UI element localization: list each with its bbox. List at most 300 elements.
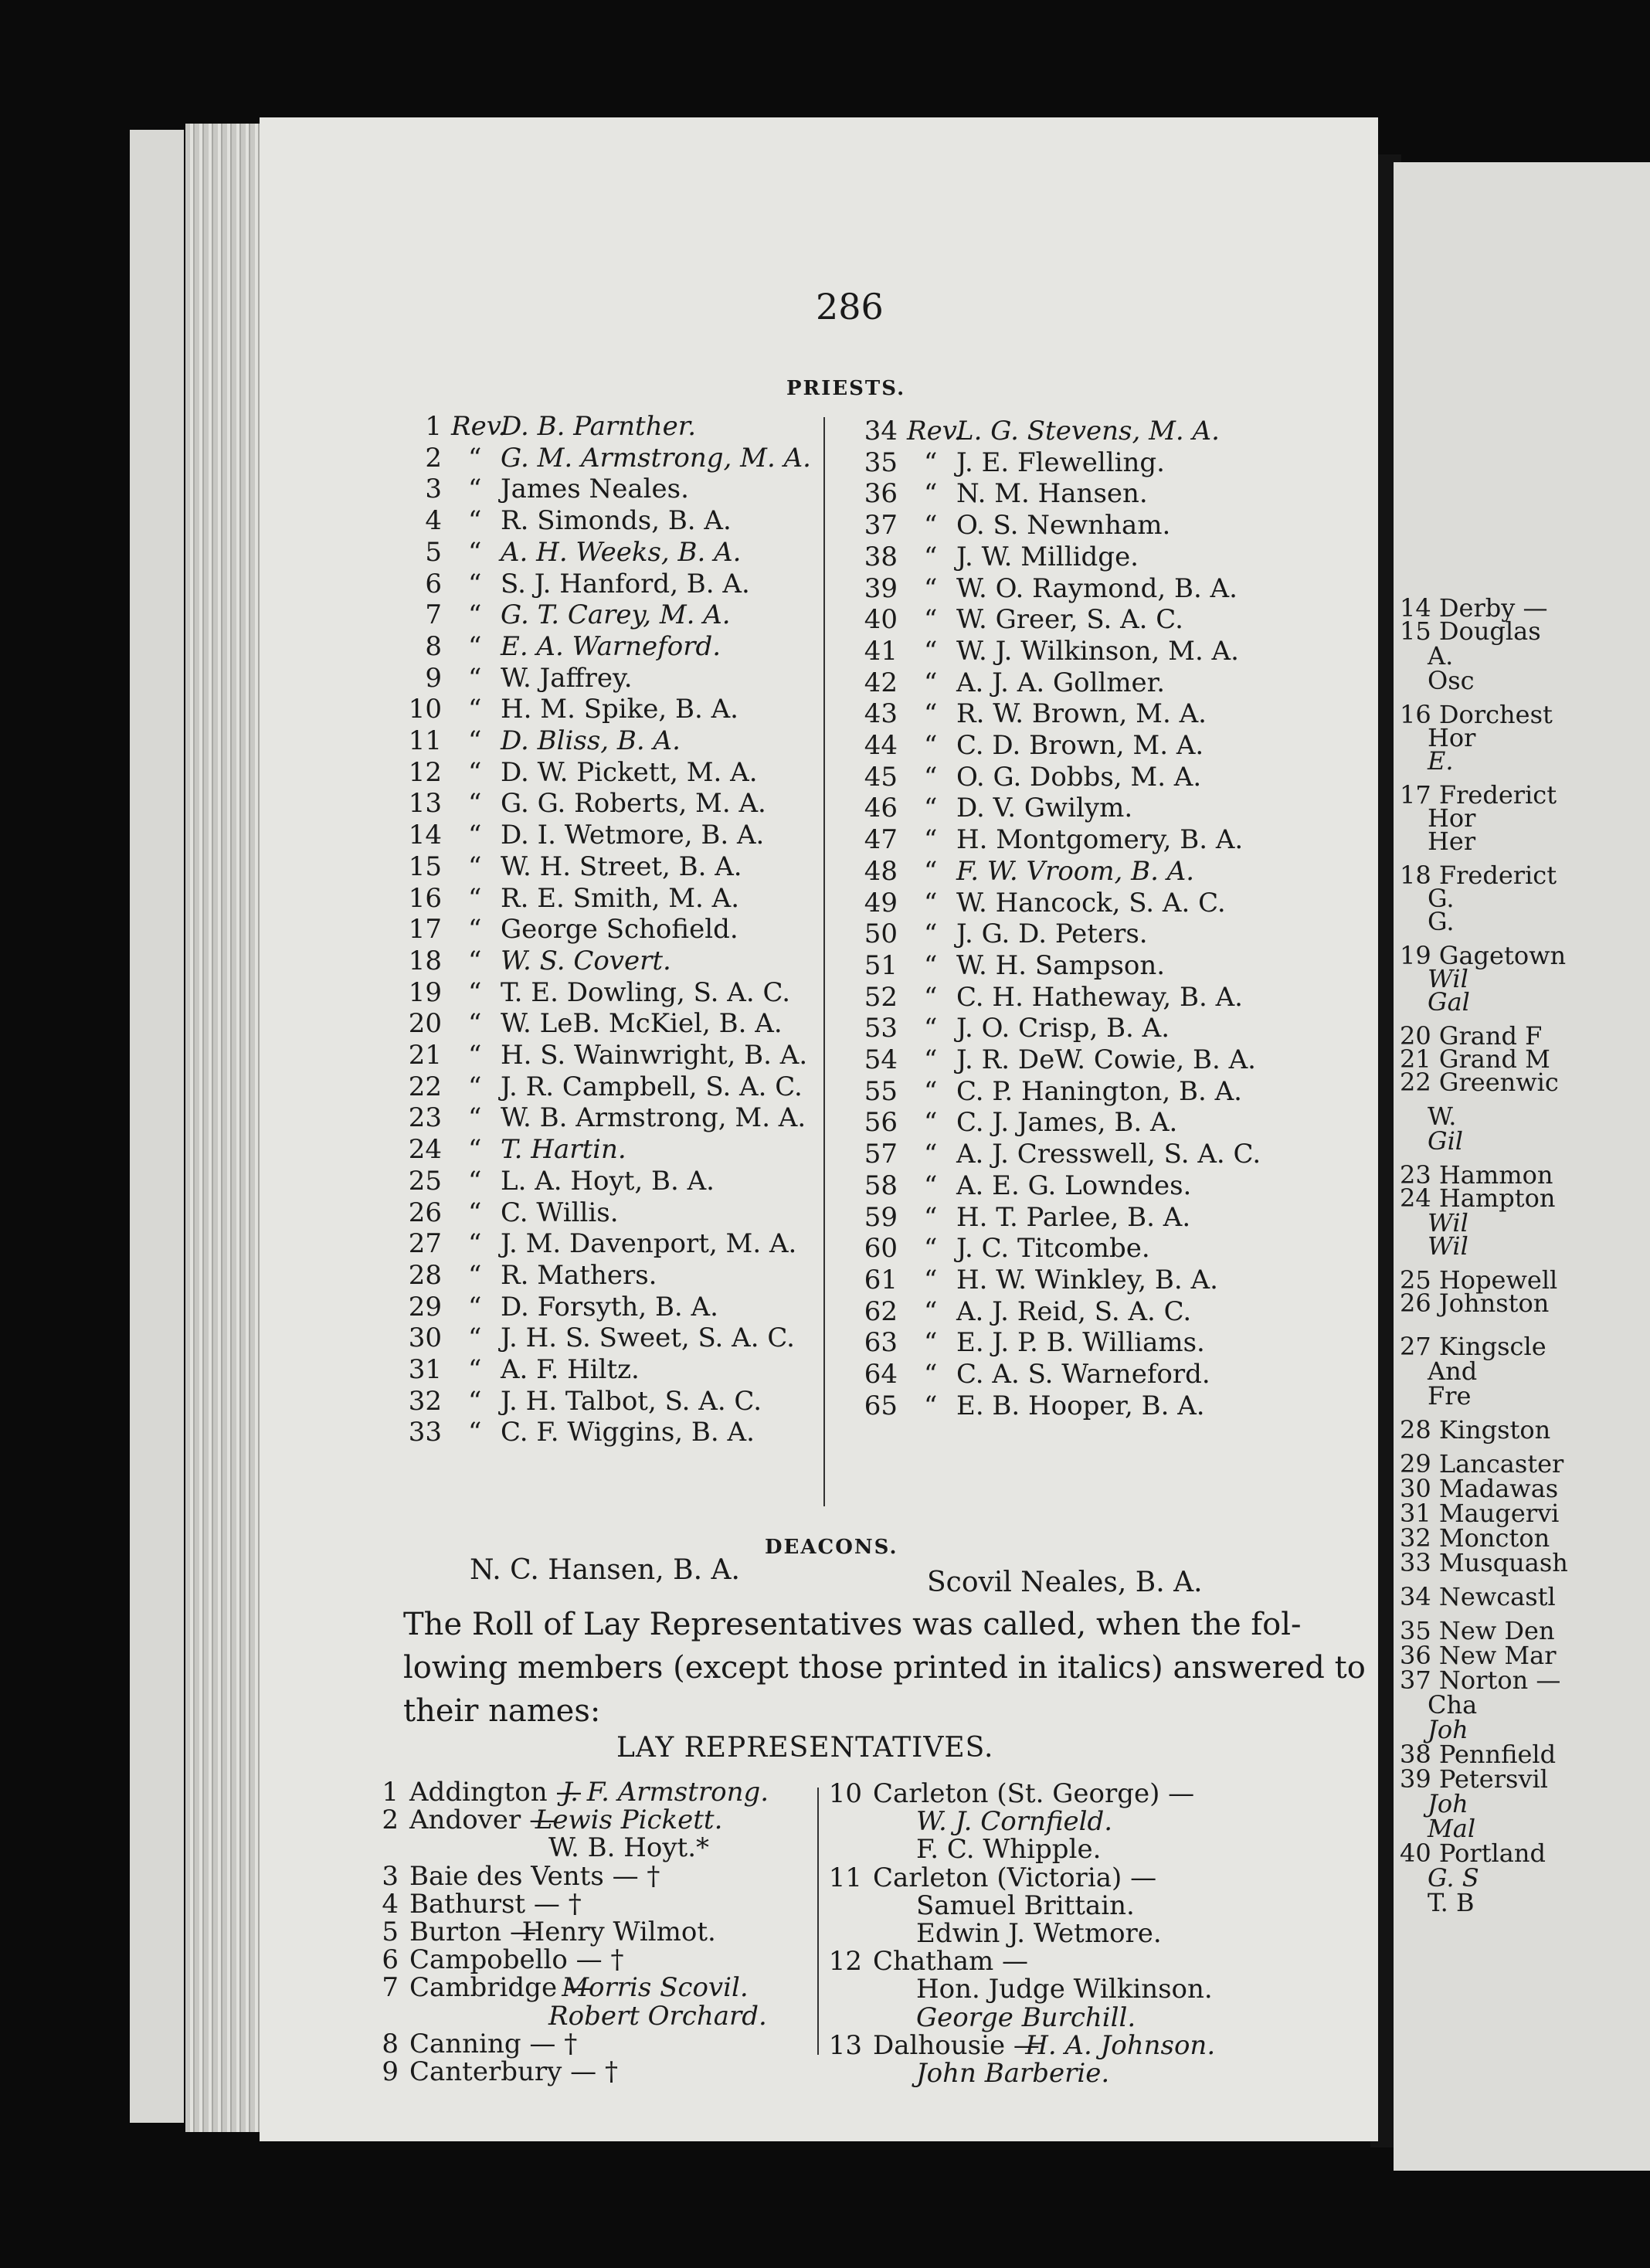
priest-entry — [403, 537, 851, 566]
priest-ditto: “ — [924, 1359, 938, 1390]
priest-name: J. R. Campbell, S. A. C. — [501, 1071, 803, 1102]
priest-name: G. T. Carey, M. A. — [501, 599, 731, 631]
priest-number: 40 — [864, 604, 898, 636]
priest-entry — [859, 888, 1338, 917]
lay-right-column — [827, 1778, 1321, 2087]
priests-right-column — [859, 416, 1338, 1420]
priest-number: 15 — [408, 850, 442, 882]
facing-page-text: Wil — [1428, 1208, 1468, 1238]
deacon-1: N. C. Hansen, B. A. — [470, 1554, 740, 1586]
lay-left-column — [363, 1777, 796, 2086]
priest-name: J. C. Titcombe. — [956, 1233, 1150, 1265]
facing-page-text: Joh — [1428, 1715, 1468, 1744]
priest-ditto: “ — [468, 1008, 482, 1040]
book-edge-stack — [185, 124, 260, 2132]
priest-number: 11 — [408, 725, 442, 756]
roll-line-3: their names: — [403, 1693, 601, 1729]
priest-ditto: “ — [468, 474, 482, 505]
priest-entry — [403, 883, 851, 912]
priest-entry — [859, 1044, 1338, 1074]
priest-name: W. B. Armstrong, M. A. — [501, 1102, 806, 1134]
representative-name: W. B. Hoyt.* — [548, 1832, 710, 1864]
parish-number: 9 — [382, 2056, 399, 2087]
priest-name: C. P. Hanington, B. A. — [956, 1075, 1242, 1107]
priest-entry — [403, 1260, 851, 1289]
priest-ditto: “ — [924, 1044, 938, 1075]
priest-ditto: “ — [924, 981, 938, 1013]
priest-entry — [403, 946, 851, 975]
priest-entry — [403, 569, 851, 598]
priest-entry — [403, 631, 851, 660]
priest-name: D. Bliss, B. A. — [501, 725, 681, 756]
priest-entry — [859, 1076, 1338, 1105]
facing-page-text: Wil — [1428, 964, 1468, 993]
facing-page-text: 24 Hampton — [1400, 1183, 1556, 1213]
priest-name: D. I. Wetmore, B. A. — [501, 820, 765, 851]
priest-number: 6 — [425, 568, 442, 599]
priest-ditto: “ — [468, 1385, 482, 1417]
priest-ditto: “ — [924, 478, 938, 510]
priest-ditto: “ — [924, 855, 938, 887]
priest-entry — [859, 730, 1338, 759]
priest-entry — [859, 698, 1338, 728]
priest-number: 39 — [864, 572, 898, 604]
priest-number: 34 — [864, 416, 898, 446]
priest-number: 38 — [864, 541, 898, 572]
priest-entry — [403, 977, 851, 1007]
priest-entry — [403, 599, 851, 629]
roll-line-1: The Roll of Lay Representatives was called, when the fol- — [403, 1607, 1302, 1642]
page-number: 286 — [816, 286, 884, 328]
facing-page-text: 15 Douglas — [1400, 616, 1541, 646]
priest-number: 62 — [864, 1295, 898, 1327]
priests-column-divider — [823, 417, 825, 1506]
priest-number: 35 — [864, 446, 898, 478]
facing-page-text: 17 Frederict — [1400, 780, 1557, 810]
facing-page-text: Wil — [1428, 1231, 1468, 1261]
priest-number: 30 — [408, 1322, 442, 1354]
priest-entry — [859, 416, 1338, 445]
priest-name: O. S. Newnham. — [956, 510, 1171, 542]
priest-ditto: “ — [924, 730, 938, 761]
priest-name: J. G. D. Peters. — [956, 918, 1148, 950]
priest-ditto: “ — [924, 1390, 938, 1421]
parish-number: 11 — [828, 1862, 862, 1893]
priest-number: 3 — [425, 474, 442, 505]
parish-name: Canterbury — † — [409, 2056, 618, 2087]
priest-name: W. Hancock, S. A. C. — [956, 887, 1226, 918]
priest-name: H. M. Spike, B. A. — [501, 694, 738, 725]
priest-entry — [859, 1139, 1338, 1168]
priest-name: R. W. Brown, M. A. — [956, 698, 1207, 730]
priest-name: H. Montgomery, B. A. — [956, 824, 1244, 856]
priest-name: A. H. Weeks, B. A. — [501, 536, 742, 568]
priest-ditto: “ — [924, 949, 938, 981]
priest-name: J. H. S. Sweet, S. A. C. — [501, 1322, 795, 1354]
priest-ditto: “ — [468, 662, 482, 694]
priest-entry — [859, 1233, 1338, 1265]
priest-number: 65 — [864, 1390, 898, 1421]
facing-page-text: Her — [1428, 827, 1476, 856]
priest-entry — [403, 1354, 851, 1384]
priest-ditto: “ — [924, 510, 938, 542]
priest-number: 36 — [864, 478, 898, 510]
priest-name: J. R. DeW. Cowie, B. A. — [956, 1044, 1256, 1075]
priest-name: A. J. Reid, S. A. C. — [956, 1295, 1192, 1327]
priest-number: 33 — [408, 1417, 442, 1448]
representative-name: Morris Scovil. — [562, 1972, 749, 2004]
priest-ditto: “ — [468, 630, 482, 662]
facing-page-text: Gal — [1428, 987, 1470, 1017]
priest-number: 14 — [408, 820, 442, 851]
priest-number: 56 — [864, 1107, 898, 1139]
priest-number: 19 — [408, 976, 442, 1008]
representative-name: Henry Wilmot. — [521, 1917, 716, 1947]
priest-entry — [859, 542, 1338, 571]
priest-entry — [403, 1040, 851, 1069]
priest-ditto: “ — [468, 1417, 482, 1448]
priest-entry — [403, 1292, 851, 1321]
facing-page-text: 26 Johnston — [1400, 1288, 1550, 1318]
priest-name: W. LeB. McKiel, B. A. — [501, 1008, 783, 1040]
priest-name: O. G. Dobbs, M. A. — [956, 761, 1202, 793]
priest-entry — [403, 443, 851, 472]
priest-ditto: “ — [468, 756, 482, 788]
parish-name: Cambridge — — [409, 1972, 592, 2004]
priest-ditto: “ — [468, 820, 482, 851]
priest-number: 49 — [864, 887, 898, 918]
facing-page-text: 22 Greenwic — [1400, 1068, 1559, 1097]
priest-number: 20 — [408, 1008, 442, 1040]
parish-number: 8 — [382, 2028, 399, 2059]
priest-ditto: “ — [924, 1139, 938, 1170]
priest-ditto: “ — [924, 1170, 938, 1201]
roll-line-2: lowing members (except those printed in italics) answered to — [403, 1650, 1366, 1686]
priest-ditto: “ — [468, 1197, 482, 1228]
lay-representatives-heading: LAY REPRESENTATIVES. — [616, 1732, 994, 1764]
priests-left-column — [403, 411, 851, 1448]
priest-number: 29 — [408, 1291, 442, 1322]
priest-number: 57 — [864, 1139, 898, 1170]
priest-ditto: “ — [468, 788, 482, 820]
priest-entry — [403, 474, 851, 503]
priest-ditto: “ — [924, 604, 938, 636]
priest-entry — [859, 1296, 1338, 1326]
priest-ditto: “ — [924, 824, 938, 856]
facing-page-text: T. B — [1428, 1888, 1475, 1917]
priest-entry — [403, 1197, 851, 1227]
representative-name: Hon. Judge Wilkinson. — [916, 1974, 1213, 2005]
priest-number: 24 — [408, 1134, 442, 1166]
facing-page-text: W. — [1428, 1102, 1457, 1131]
priest-ditto: “ — [468, 442, 482, 474]
priest-name: S. J. Hanford, B. A. — [501, 568, 750, 599]
priest-entry — [403, 757, 851, 786]
facing-page-text: G. — [1428, 884, 1455, 913]
priest-name: A. E. G. Lowndes. — [956, 1170, 1192, 1201]
facing-page-text: Joh — [1428, 1789, 1468, 1818]
priest-name: H. T. Parlee, B. A. — [956, 1201, 1191, 1233]
priest-number: 63 — [864, 1327, 898, 1359]
representative-name: F. C. Whipple. — [916, 1834, 1102, 1866]
priest-number: 41 — [864, 635, 898, 667]
parish-name: Carleton (St. George) — — [873, 1778, 1195, 1809]
priest-ditto: “ — [924, 918, 938, 950]
parish-number: 6 — [382, 1944, 399, 1976]
priest-number: 9 — [425, 662, 442, 694]
priest-number: 64 — [864, 1359, 898, 1390]
priest-number: 54 — [864, 1044, 898, 1075]
priest-name: R. Mathers. — [501, 1259, 657, 1291]
priest-number: 16 — [408, 882, 442, 914]
priest-name: D. Forsyth, B. A. — [501, 1291, 718, 1322]
priest-number: 43 — [864, 698, 898, 730]
facing-page-text: 37 Norton — — [1400, 1665, 1561, 1695]
priest-ditto: “ — [468, 1259, 482, 1291]
priest-number: 32 — [408, 1385, 442, 1417]
priest-name: C. H. Hatheway, B. A. — [956, 981, 1243, 1013]
priest-entry — [859, 1170, 1338, 1200]
priest-number: 12 — [408, 756, 442, 788]
priest-number: 4 — [425, 505, 442, 537]
priest-number: 21 — [408, 1040, 442, 1071]
priest-name: C. D. Brown, M. A. — [956, 730, 1204, 761]
priest-number: 47 — [864, 824, 898, 856]
priest-entry — [403, 505, 851, 535]
facing-page-text: 34 Newcastl — [1400, 1582, 1556, 1611]
priest-ditto: “ — [468, 1291, 482, 1322]
priest-name: James Neales. — [501, 474, 689, 505]
priest-ditto: “ — [468, 694, 482, 725]
priest-entry — [859, 950, 1338, 980]
priest-entry — [859, 1107, 1338, 1139]
priest-ditto: Rev. — [451, 411, 507, 442]
facing-page-text: 29 Lancaster — [1400, 1449, 1564, 1479]
priest-entry — [859, 604, 1338, 636]
priest-name: R. E. Smith, M. A. — [501, 882, 740, 914]
priest-ditto: “ — [468, 1071, 482, 1102]
priest-name: C. A. S. Warneford. — [956, 1359, 1210, 1390]
facing-page-text: Osc — [1428, 666, 1475, 695]
priest-ditto: “ — [924, 667, 938, 698]
priest-number: 27 — [408, 1228, 442, 1260]
priest-entry — [403, 1417, 851, 1446]
facing-page-text: Hor — [1428, 803, 1476, 833]
parish-name: Andover — — [409, 1805, 556, 1836]
priest-entry — [859, 762, 1338, 791]
priest-entry — [403, 1008, 851, 1040]
priest-name: W. S. Covert. — [501, 945, 671, 976]
priest-name: T. Hartin. — [501, 1134, 626, 1166]
facing-page-text: 20 Grand F — [1400, 1021, 1543, 1051]
priest-ditto: “ — [468, 1165, 482, 1197]
priest-ditto: “ — [924, 1295, 938, 1327]
priest-ditto: “ — [468, 914, 482, 946]
priest-name: C. F. Wiggins, B. A. — [501, 1417, 755, 1448]
priest-entry — [403, 1102, 851, 1132]
facing-page-text: 38 Pennfield — [1400, 1740, 1557, 1769]
priest-ditto: “ — [468, 1102, 482, 1134]
priest-entry — [859, 510, 1338, 542]
priest-ditto: “ — [924, 761, 938, 793]
representative-name: H. A. Johnson. — [1025, 2029, 1216, 2061]
facing-page-text: 16 Dorchest — [1400, 700, 1553, 729]
priest-number: 51 — [864, 949, 898, 981]
facing-page-text: 25 Hopewell — [1400, 1265, 1558, 1295]
priest-name: W. H. Street, B. A. — [501, 850, 742, 882]
priest-entry — [859, 824, 1338, 854]
priest-name: D. W. Pickett, M. A. — [501, 756, 758, 788]
priest-entry — [403, 1228, 851, 1258]
priest-number: 18 — [408, 945, 442, 976]
priest-number: 7 — [425, 599, 442, 631]
priest-entry — [859, 573, 1338, 603]
facing-page-text: Gil — [1428, 1126, 1464, 1156]
priest-ditto: “ — [468, 536, 482, 568]
priest-number: 28 — [408, 1259, 442, 1291]
priest-number: 44 — [864, 730, 898, 761]
priest-ditto: “ — [924, 1075, 938, 1107]
priest-entry — [859, 918, 1338, 948]
priest-entry — [859, 478, 1338, 508]
priest-name: A. J. A. Gollmer. — [956, 667, 1166, 698]
representative-name: Lewis Pickett. — [535, 1805, 723, 1836]
facing-page-text: 18 Frederict — [1400, 861, 1557, 890]
priest-number: 13 — [408, 788, 442, 820]
priest-ditto: “ — [468, 1322, 482, 1354]
priest-name: T. E. Dowling, S. A. C. — [501, 976, 791, 1008]
facing-page-text: 23 Hammon — [1400, 1160, 1553, 1190]
priest-number: 23 — [408, 1102, 442, 1134]
parish-name: Baie des Vents — † — [409, 1860, 660, 1892]
priest-entry — [403, 1134, 851, 1166]
priest-entry — [403, 725, 851, 755]
priest-number: 42 — [864, 667, 898, 698]
facing-page-text: 39 Petersvil — [1400, 1764, 1548, 1794]
priest-number: 10 — [408, 694, 442, 725]
priest-ditto: “ — [924, 1201, 938, 1233]
priest-name: H. W. Winkley, B. A. — [956, 1264, 1218, 1295]
priest-number: 17 — [408, 914, 442, 946]
parish-name: Dalhousie — — [873, 2029, 1040, 2061]
priest-number: 48 — [864, 855, 898, 887]
parish-number: 3 — [382, 1860, 399, 1892]
representative-name: Robert Orchard. — [548, 2000, 767, 2032]
facing-page-text: 21 Grand M — [1400, 1044, 1550, 1074]
priest-number: 22 — [408, 1071, 442, 1102]
priest-number: 61 — [864, 1264, 898, 1295]
priest-number: 50 — [864, 918, 898, 950]
facing-page-text: 36 New Mar — [1400, 1641, 1557, 1670]
priest-entry — [859, 1202, 1338, 1231]
facing-page-text: Hor — [1428, 723, 1476, 752]
priest-name: D. B. Parnther. — [501, 411, 697, 442]
priest-name: A. J. Cresswell, S. A. C. — [956, 1139, 1261, 1170]
parish-name: Chatham — — [873, 1946, 1029, 1978]
parish-name: Bathurst — † — [409, 1888, 582, 1920]
priest-entry — [403, 788, 851, 820]
priest-name: E. J. P. B. Williams. — [956, 1327, 1205, 1359]
priest-entry — [859, 1013, 1338, 1042]
parish-name: Addington — — [409, 1777, 582, 1808]
parish-name: Carleton (Victoria) — — [873, 1862, 1157, 1893]
priest-name: C. J. James, B. A. — [956, 1107, 1178, 1139]
priest-name: W. Greer, S. A. C. — [956, 604, 1183, 636]
parish-number: 1 — [382, 1777, 399, 1808]
priest-name: R. Simonds, B. A. — [501, 505, 732, 537]
priest-name: C. Willis. — [501, 1197, 619, 1228]
priest-name: E. B. Hooper, B. A. — [956, 1390, 1205, 1421]
representative-name: Samuel Brittain. — [916, 1889, 1135, 1921]
representative-name: J. F. Armstrong. — [562, 1777, 769, 1808]
priest-entry — [403, 1071, 851, 1101]
priest-ditto: “ — [924, 1327, 938, 1359]
priest-name: N. M. Hansen. — [956, 478, 1148, 510]
priest-ditto: “ — [924, 793, 938, 824]
priest-name: D. V. Gwilym. — [956, 793, 1133, 824]
parish-number: 10 — [828, 1778, 862, 1809]
priest-entry — [859, 1390, 1338, 1420]
priest-ditto: “ — [468, 976, 482, 1008]
representative-name: Edwin J. Wetmore. — [916, 1918, 1162, 1949]
parish-name: Campobello — † — [409, 1944, 624, 1976]
deacon-2: Scovil Neales, B. A. — [927, 1567, 1203, 1598]
priest-ditto: “ — [924, 1107, 938, 1139]
facing-page-text: Fre — [1428, 1381, 1472, 1411]
priest-number: 55 — [864, 1075, 898, 1107]
priest-entry — [403, 694, 851, 723]
priest-entry — [403, 820, 851, 849]
facing-page-text: 27 Kingscle — [1400, 1332, 1546, 1361]
priest-entry — [403, 663, 851, 692]
priest-number: 59 — [864, 1201, 898, 1233]
parish-number: 7 — [382, 1972, 399, 2004]
priest-name: L. G. Stevens, M. A. — [956, 416, 1220, 446]
facing-page-text: G. S — [1428, 1863, 1479, 1893]
priest-ditto: “ — [468, 1040, 482, 1071]
priest-name: A. F. Hiltz. — [501, 1354, 640, 1385]
priest-ditto: “ — [468, 599, 482, 631]
priest-name: L. A. Hoyt, B. A. — [501, 1165, 715, 1197]
priest-ditto: “ — [924, 698, 938, 730]
priest-number: 52 — [864, 981, 898, 1013]
priest-name: J. M. Davenport, M. A. — [501, 1228, 797, 1260]
priest-name: W. Jaffrey. — [501, 662, 633, 694]
priest-name: F. W. Vroom, B. A. — [956, 855, 1195, 887]
priest-ditto: “ — [924, 635, 938, 667]
priest-number: 53 — [864, 1013, 898, 1044]
facing-page-text: E. — [1428, 746, 1454, 776]
priest-entry — [859, 1327, 1338, 1359]
priest-number: 31 — [408, 1354, 442, 1385]
priest-ditto: “ — [924, 541, 938, 572]
representative-name: George Burchill. — [916, 2001, 1136, 2033]
priest-name: G. G. Roberts, M. A. — [501, 788, 766, 820]
priest-number: 2 — [425, 442, 442, 474]
priest-ditto: “ — [924, 572, 938, 604]
priest-ditto: “ — [924, 887, 938, 918]
facing-page-text: 19 Gagetown — [1400, 941, 1567, 970]
lay-column-divider — [817, 1788, 819, 2055]
book-edge-outer — [130, 130, 184, 2123]
priest-entry — [859, 793, 1338, 822]
priest-ditto: “ — [468, 725, 482, 756]
priest-entry — [403, 1166, 851, 1195]
parish-number: 13 — [828, 2029, 862, 2061]
priests-heading: PRIESTS. — [786, 377, 906, 400]
priest-entry — [859, 447, 1338, 477]
priest-ditto: “ — [924, 1013, 938, 1044]
